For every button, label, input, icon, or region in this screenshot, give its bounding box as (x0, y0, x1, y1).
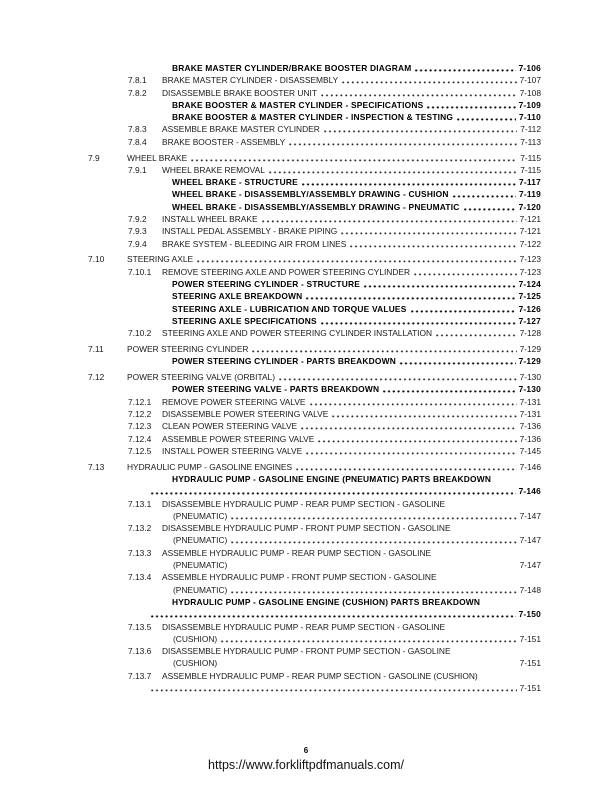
toc-entry[interactable] (88, 99, 541, 111)
toc-entry[interactable] (88, 621, 541, 646)
dot-leader (435, 327, 517, 339)
dot-leader (301, 176, 516, 188)
toc-entry-line2 (173, 657, 541, 669)
dot-leader (456, 111, 516, 123)
toc-entry-title: POWER STEERING VALVE (ORBITAL) (127, 372, 275, 383)
dot-leader (323, 123, 517, 135)
toc-entry-title: WHEEL BRAKE REMOVAL (162, 164, 265, 175)
toc-entry[interactable] (88, 522, 541, 547)
toc-entry-page-number: 7-136 (519, 433, 541, 444)
toc-entry-line1 (128, 433, 541, 445)
toc-entry-page-number: 7-147 (519, 510, 541, 521)
toc-entry-number: 7.9.3 (128, 226, 147, 237)
toc-entry[interactable] (88, 62, 541, 74)
toc-entry-line1 (128, 225, 541, 237)
toc-entry-line1 (128, 645, 541, 657)
table-of-contents (88, 62, 541, 694)
toc-entry-title: STEERING AXLE SPECIFICATIONS (172, 315, 317, 326)
toc-entry-number: 7.13.5 (128, 621, 152, 632)
toc-entry-number: 7.12.1 (128, 396, 152, 407)
dot-leader (426, 99, 515, 111)
toc-entry-title: ASSEMBLE HYDRAULIC PUMP - REAR PUMP SECTION - GASOLINE (162, 547, 432, 558)
toc-entry-title: ASSEMBLE HYDRAULIC PUMP - FRONT PUMP SECTION - GASOLINE (162, 572, 437, 583)
footer-url-link[interactable]: https://www.forkliftpdfmanuals.com/ (208, 758, 404, 772)
toc-entry-number: 7.13.7 (128, 670, 152, 681)
dot-leader (305, 290, 515, 302)
toc-entry-title: ASSEMBLE BRAKE MASTER CYLINDER (162, 124, 320, 135)
toc-entry-title: DISASSEMBLE HYDRAULIC PUMP - REAR PUMP SECTION - GASOLINE (162, 498, 446, 509)
toc-entry-line1 (128, 327, 541, 339)
toc-entry[interactable] (88, 670, 541, 695)
dot-leader (150, 608, 516, 620)
toc-entry-line1 (128, 266, 541, 278)
toc-entry-title: CLEAN POWER STEERING VALVE (162, 421, 298, 432)
toc-entry-title: REMOVE STEERING AXLE AND POWER STEERING CYLINDER (162, 266, 411, 277)
toc-entry-number: 7.9.1 (128, 164, 147, 175)
toc-entry-number: 7.12.5 (128, 445, 152, 456)
dot-leader (278, 371, 517, 383)
toc-entry[interactable] (88, 473, 541, 498)
toc-entry[interactable] (88, 371, 541, 383)
toc-entry-title: STEERING AXLE - LUBRICATION AND TORQUE VALUES (172, 303, 407, 314)
toc-entry-number: 7.13.6 (128, 646, 152, 657)
dot-leader (317, 433, 516, 445)
toc-entry-line1 (128, 123, 541, 135)
toc-entry-line1 (88, 253, 541, 265)
toc-entry-line1 (128, 238, 541, 250)
toc-entry-page-number: 7-146 (519, 461, 541, 472)
toc-entry[interactable] (88, 136, 541, 148)
dot-leader (300, 420, 516, 432)
toc-entry-title: WHEEL BRAKE - DISASSEMBLY/ASSEMBLY DRAWING - CUSHION (172, 189, 449, 200)
toc-entry-page-number: 7-151 (519, 683, 541, 694)
toc-entry[interactable] (88, 645, 541, 670)
toc-entry-page-number: 7-108 (519, 87, 541, 98)
toc-entry-line1 (88, 461, 541, 473)
toc-entry-title: STEERING AXLE BREAKDOWN (172, 291, 303, 302)
toc-entry-line2 (147, 608, 541, 620)
toc-entry-page-number: 7-126 (518, 303, 541, 314)
toc-entry-line1 (88, 343, 541, 355)
toc-entry-page-number: 7-127 (518, 315, 541, 326)
toc-entry-line1 (172, 315, 541, 327)
toc-entry-page-number: 7-115 (520, 152, 541, 163)
toc-entry-title: BRAKE BOOSTER & MASTER CYLINDER - SPECIFICATIONS (172, 99, 424, 110)
toc-entry-page-number: 7-131 (519, 409, 541, 420)
toc-entry-line1 (172, 111, 541, 123)
toc-entry-title: WHEEL BRAKE - DISASSEMBLY/ASSEMBLY DRAWING - PNEUMATIC (172, 201, 460, 212)
toc-entry-title: HYDRAULIC PUMP - GASOLINE ENGINE (CUSHION) PARTS BREAKDOWN (172, 596, 481, 607)
toc-entry-page-number: 7-115 (520, 164, 541, 175)
toc-entry[interactable] (88, 355, 541, 367)
toc-entry-number: 7.8.2 (128, 87, 147, 98)
page-footer (0, 746, 612, 774)
page-number: 6 (303, 746, 309, 755)
toc-entry-line1 (172, 290, 541, 302)
dot-leader (331, 408, 516, 420)
toc-entry[interactable] (88, 461, 541, 473)
toc-entry-page-number: 7-112 (520, 124, 541, 135)
toc-entry-page-number: 7-151 (519, 658, 541, 669)
toc-entry-page-number: 7-107 (519, 75, 541, 86)
toc-entry-page-number: 7-106 (518, 63, 541, 73)
toc-entry-title: STEERING AXLE (127, 254, 194, 265)
toc-entry-page-number: 7-117 (519, 177, 541, 188)
toc-entry-page-number: 7-148 (519, 584, 541, 595)
toc-entry[interactable] (88, 343, 541, 355)
toc-entry[interactable] (88, 266, 541, 278)
toc-entry-title: INSTALL PEDAL ASSEMBLY - BRAKE PIPING (162, 226, 338, 237)
toc-entry-title: ASSEMBLE POWER STEERING VALVE (162, 433, 315, 444)
toc-entry-page-number: 7-136 (519, 421, 541, 432)
toc-entry-page-number: 7-146 (518, 486, 541, 497)
toc-entry-number: 7.8.3 (128, 124, 147, 135)
toc-entry-page-number: 7-150 (518, 609, 541, 620)
toc-entry-title: POWER STEERING CYLINDER - PARTS BREAKDOWN (172, 356, 396, 367)
toc-entry-number: 7.12.4 (128, 433, 152, 444)
toc-entry[interactable] (88, 176, 541, 188)
toc-entry-line1 (172, 355, 541, 367)
toc-entry-number: 7.9.2 (128, 214, 147, 225)
toc-entry-continuation: (PNEUMATIC) (173, 510, 228, 521)
toc-entry[interactable] (88, 303, 541, 315)
toc-entry-line1 (128, 621, 541, 633)
toc-entry-title: POWER STEERING CYLINDER - STRUCTURE (172, 279, 360, 290)
toc-entry-line1 (88, 152, 541, 164)
toc-entry-line2 (173, 584, 541, 596)
dot-leader (220, 657, 516, 669)
dot-leader (349, 238, 516, 250)
toc-entry-line1 (172, 596, 541, 608)
toc-entry[interactable] (88, 225, 541, 237)
toc-entry-line2 (147, 485, 541, 497)
toc-entry-title: BRAKE BOOSTER - ASSEMBLY (162, 136, 286, 147)
toc-entry-title: INSTALL WHEEL BRAKE (162, 214, 258, 225)
toc-entry[interactable] (88, 408, 541, 420)
toc-entry-title: INSTALL POWER STEERING VALVE (162, 445, 303, 456)
toc-entry-line1 (172, 383, 541, 395)
toc-entry[interactable] (88, 87, 541, 99)
toc-entry-title: BRAKE MASTER CYLINDER/BRAKE BOOSTER DIAGRAM (172, 63, 412, 73)
dot-leader (288, 136, 517, 148)
toc-entry[interactable] (88, 164, 541, 176)
toc-entry-number: 7.13.2 (128, 523, 152, 534)
toc-entry-title: WHEEL BRAKE - STRUCTURE (172, 177, 298, 188)
toc-entry-page-number: 7-125 (518, 291, 541, 302)
toc-entry[interactable] (88, 238, 541, 250)
toc-entry[interactable] (88, 123, 541, 135)
toc-entry-line1 (128, 522, 541, 534)
toc-entry-line1 (172, 473, 541, 485)
toc-entry-line2 (173, 633, 541, 645)
toc-entry-line1 (128, 213, 541, 225)
toc-entry-number: 7.12 (88, 372, 105, 383)
toc-entry-number: 7.9.4 (128, 238, 147, 249)
toc-entry-number: 7.8.1 (128, 75, 147, 86)
toc-entry-page-number: 7-145 (519, 445, 541, 456)
dot-leader (230, 510, 516, 522)
toc-entry-page-number: 7-131 (519, 396, 541, 407)
dot-leader (305, 445, 516, 457)
toc-entry[interactable] (88, 74, 541, 86)
toc-entry-number: 7.13.4 (128, 572, 152, 583)
toc-entry-page-number: 7-113 (520, 136, 541, 147)
dot-leader (410, 303, 516, 315)
toc-entry-line1 (128, 498, 541, 510)
toc-entry[interactable] (88, 253, 541, 265)
toc-entry-continuation: (PNEUMATIC) (173, 535, 228, 546)
toc-entry-line2 (173, 559, 541, 571)
dot-leader (340, 225, 516, 237)
toc-entry[interactable] (88, 188, 541, 200)
toc-entry-title: DISASSEMBLE HYDRAULIC PUMP - REAR PUMP SECTION - GASOLINE (162, 621, 446, 632)
toc-entry[interactable] (88, 420, 541, 432)
dot-leader (363, 278, 516, 290)
toc-entry[interactable] (88, 152, 541, 164)
dot-leader (320, 87, 517, 99)
toc-entry-number: 7.13 (88, 461, 105, 472)
toc-entry-title: DISASSEMBLE HYDRAULIC PUMP - FRONT PUMP SECTION - GASOLINE (162, 523, 451, 534)
toc-entry-page-number: 7-123 (519, 266, 541, 277)
dot-leader (382, 383, 515, 395)
dot-leader (341, 74, 516, 86)
toc-entry-title: POWER STEERING CYLINDER (127, 344, 249, 355)
dot-leader (230, 534, 516, 546)
toc-entry-page-number: 7-121 (519, 214, 541, 225)
toc-entry-page-number: 7-110 (519, 112, 541, 123)
toc-entry[interactable] (88, 290, 541, 302)
toc-entry-title: POWER STEERING VALVE - PARTS BREAKDOWN (172, 384, 380, 395)
toc-entry-page-number: 7-130 (519, 372, 541, 383)
toc-entry-line1 (172, 188, 541, 200)
toc-entry-continuation: (CUSHION) (173, 658, 218, 669)
toc-entry-page-number: 7-122 (519, 238, 541, 249)
toc-entry-page-number: 7-147 (519, 560, 541, 571)
toc-entry-number: 7.13.1 (128, 498, 152, 509)
toc-entry-continuation: (CUSHION) (173, 633, 218, 644)
toc-entry-line1 (172, 176, 541, 188)
dot-leader (190, 152, 517, 164)
toc-entry-page-number: 7-121 (519, 226, 541, 237)
toc-entry-line1 (128, 408, 541, 420)
toc-entry-number: 7.12.3 (128, 421, 152, 432)
toc-entry-title: DISASSEMBLE POWER STEERING VALVE (162, 409, 329, 420)
dot-leader (320, 315, 516, 327)
toc-entry-page-number: 7-109 (518, 99, 541, 110)
toc-entry-line1 (172, 62, 541, 74)
dot-leader (220, 633, 516, 645)
dot-leader (452, 188, 516, 200)
toc-entry-page-number: 7-129 (519, 344, 541, 355)
dot-leader (413, 266, 517, 278)
toc-entry-number: 7.8.4 (128, 136, 147, 147)
toc-entry[interactable] (88, 396, 541, 408)
toc-entry-page-number: 7-128 (519, 328, 541, 339)
toc-entry[interactable] (88, 278, 541, 290)
toc-entry-title: REMOVE POWER STEERING VALVE (162, 396, 306, 407)
toc-entry-line1 (128, 74, 541, 86)
toc-entry-title: HYDRAULIC PUMP - GASOLINE ENGINE (PNEUMATIC) PARTS BREAKDOWN (172, 474, 492, 484)
dot-leader (196, 253, 516, 265)
toc-entry-number: 7.13.3 (128, 547, 152, 558)
toc-entry-line1 (128, 164, 541, 176)
toc-entry-number: 7.10 (88, 254, 105, 265)
toc-entry[interactable] (88, 111, 541, 123)
toc-entry-line1 (128, 445, 541, 457)
toc-entry-line1 (172, 201, 541, 213)
toc-entry-number: 7.9 (88, 152, 100, 163)
dot-leader (261, 213, 517, 225)
toc-entry-number: 7.10.2 (128, 328, 152, 339)
toc-entry-page-number: 7-147 (519, 535, 541, 546)
toc-entry-line2 (173, 510, 541, 522)
toc-entry-title: STEERING AXLE AND POWER STEERING CYLINDER INSTALLATION (162, 328, 433, 339)
dot-leader (463, 201, 516, 213)
toc-entry-line1 (128, 396, 541, 408)
toc-entry-title: DISASSEMBLE HYDRAULIC PUMP - FRONT PUMP SECTION - GASOLINE (162, 646, 451, 657)
toc-entry-line1 (88, 371, 541, 383)
toc-entry-page-number: 7-123 (519, 254, 541, 265)
dot-leader (414, 62, 515, 74)
toc-entry-line1 (128, 87, 541, 99)
toc-entry-line1 (172, 99, 541, 111)
toc-entry-line2 (173, 534, 541, 546)
toc-entry-line1 (128, 420, 541, 432)
toc-entry-line1 (172, 303, 541, 315)
dot-leader (230, 584, 516, 596)
dot-leader (295, 461, 517, 473)
toc-entry[interactable] (88, 201, 541, 213)
toc-entry-line1 (128, 547, 541, 559)
toc-entry[interactable] (88, 547, 541, 572)
toc-entry-line1 (128, 136, 541, 148)
toc-entry-number: 7.12.2 (128, 409, 152, 420)
toc-entry-continuation: (PNEUMATIC) (173, 584, 228, 595)
dot-leader (309, 396, 517, 408)
toc-entry-page-number: 7-120 (518, 201, 541, 212)
toc-entry-title: HYDRAULIC PUMP - GASOLINE ENGINES (127, 461, 293, 472)
toc-entry[interactable] (88, 315, 541, 327)
toc-entry[interactable] (88, 498, 541, 523)
toc-entry-title: DISASSEMBLE BRAKE BOOSTER UNIT (162, 87, 317, 98)
dot-leader (230, 559, 516, 571)
toc-entry[interactable] (88, 596, 541, 621)
toc-entry-title: ASSEMBLE HYDRAULIC PUMP - REAR PUMP SECTION - GASOLINE (CUSHION) (162, 670, 478, 681)
toc-entry-line1 (128, 670, 541, 682)
toc-entry[interactable] (88, 327, 541, 339)
toc-entry[interactable] (88, 445, 541, 457)
toc-entry-page-number: 7-130 (518, 384, 541, 395)
dot-leader (268, 164, 517, 176)
toc-entry-page-number: 7-119 (519, 189, 541, 200)
toc-entry[interactable] (88, 213, 541, 225)
toc-entry[interactable] (88, 433, 541, 445)
toc-entry-continuation: (PNEUMATIC) (173, 560, 228, 571)
toc-entry-page-number: 7-124 (518, 279, 541, 290)
toc-entry-line1 (128, 571, 541, 583)
toc-entry-title: WHEEL BRAKE (127, 152, 188, 163)
dot-leader (150, 485, 516, 497)
toc-entry[interactable] (88, 383, 541, 395)
dot-leader (150, 682, 517, 694)
toc-entry-title: BRAKE SYSTEM - BLEEDING AIR FROM LINES (162, 238, 347, 249)
toc-entry[interactable] (88, 571, 541, 596)
toc-entry-line2 (147, 682, 541, 694)
toc-entry-number: 7.11 (88, 344, 104, 355)
toc-entry-title: BRAKE BOOSTER & MASTER CYLINDER - INSPECTION & TESTING (172, 112, 454, 123)
toc-entry-title: BRAKE MASTER CYLINDER - DISASSEMBLY (162, 75, 339, 86)
toc-entry-page-number: 7-129 (518, 356, 541, 367)
toc-entry-line1 (172, 278, 541, 290)
dot-leader (399, 355, 516, 367)
toc-entry-page-number: 7-151 (519, 633, 541, 644)
toc-entry-number: 7.10.1 (128, 266, 152, 277)
dot-leader (251, 343, 516, 355)
